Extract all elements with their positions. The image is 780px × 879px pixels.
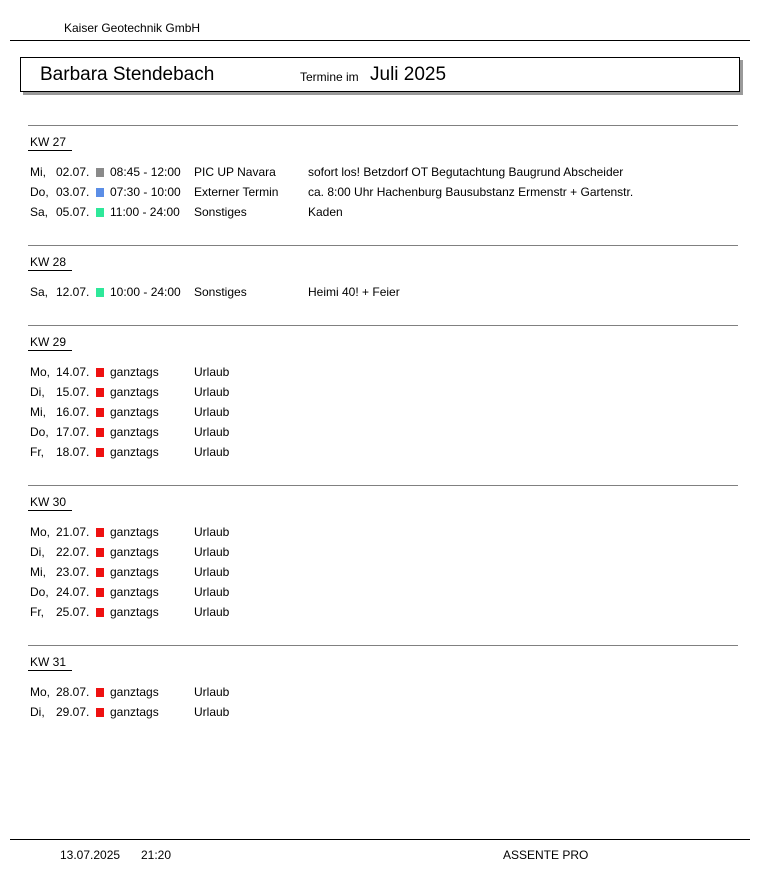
- category-color-marker: [96, 428, 104, 437]
- footer-app: ASSENTE PRO: [503, 848, 589, 862]
- appointment-row[interactable]: [30, 385, 730, 405]
- date: 22.07.: [56, 545, 90, 559]
- category: Externer Termin: [194, 185, 279, 199]
- category-color-marker: [96, 408, 104, 417]
- week-label: KW 31: [30, 655, 67, 669]
- category-color-marker: [96, 528, 104, 537]
- category: Urlaub: [194, 565, 230, 579]
- time-range: 11:00 - 24:00: [110, 205, 180, 219]
- date: 23.07.: [56, 565, 90, 579]
- category: Urlaub: [194, 385, 230, 399]
- week-label-underline: [28, 150, 72, 151]
- week-section: [28, 485, 738, 625]
- category-color-marker: [96, 368, 104, 377]
- week-label: KW 29: [30, 335, 67, 349]
- category-color-marker: [96, 688, 104, 697]
- week-label: KW 30: [30, 495, 67, 509]
- appointment-row[interactable]: [30, 565, 730, 585]
- time-range: 10:00 - 24:00: [110, 285, 181, 299]
- company-name: Kaiser Geotechnik GmbH: [64, 21, 201, 35]
- title-box: [20, 57, 740, 92]
- week-divider: [28, 245, 738, 246]
- weekday: Di,: [30, 705, 45, 719]
- weekday: Mi,: [30, 565, 46, 579]
- weekday: Di,: [30, 545, 45, 559]
- appointment-row[interactable]: [30, 165, 730, 185]
- category-color-marker: [96, 548, 104, 557]
- weekday: Fr,: [30, 605, 44, 619]
- appointment-row[interactable]: [30, 585, 730, 605]
- footer-rule: [10, 839, 750, 840]
- week-section: [28, 325, 738, 465]
- weekday: Sa,: [30, 285, 49, 299]
- category: Urlaub: [194, 525, 230, 539]
- week-divider: [28, 645, 738, 646]
- week-label-underline: [28, 350, 72, 351]
- date: 17.07.: [56, 425, 90, 439]
- person-name: Barbara Stendebach: [40, 64, 215, 85]
- category-color-marker: [96, 288, 104, 297]
- category: Sonstiges: [194, 285, 247, 299]
- week-label-underline: [28, 670, 72, 671]
- month-label: Juli 2025: [370, 64, 447, 85]
- time-range: 07:30 - 10:00: [110, 185, 181, 199]
- time-range: ganztags: [110, 705, 159, 719]
- footer-time: 21:20: [141, 848, 172, 862]
- weekday: Mo,: [30, 685, 51, 699]
- description: ca. 8:00 Uhr Hachenburg Bausubstanz Ermenstr + Gartenstr.: [308, 185, 634, 199]
- category-color-marker: [96, 568, 104, 577]
- week-section: [28, 245, 738, 305]
- category: PIC UP Navara: [194, 165, 276, 179]
- appointment-row[interactable]: [30, 445, 730, 465]
- category-color-marker: [96, 208, 104, 217]
- appointment-row[interactable]: [30, 605, 730, 625]
- date: 03.07.: [56, 185, 90, 199]
- weekday: Mi,: [30, 165, 46, 179]
- time-range: ganztags: [110, 685, 159, 699]
- time-range: ganztags: [110, 405, 159, 419]
- category: Urlaub: [194, 685, 230, 699]
- week-section: [28, 645, 738, 725]
- week-divider: [28, 325, 738, 326]
- time-range: ganztags: [110, 525, 159, 539]
- weekday: Mo,: [30, 365, 51, 379]
- category: Urlaub: [194, 705, 230, 719]
- week-label: KW 27: [30, 135, 67, 149]
- weekday: Sa,: [30, 205, 49, 219]
- category: Urlaub: [194, 445, 230, 459]
- category: Urlaub: [194, 605, 230, 619]
- weekday: Mi,: [30, 405, 46, 419]
- date: 05.07.: [56, 205, 90, 219]
- date: 28.07.: [56, 685, 90, 699]
- category-color-marker: [96, 188, 104, 197]
- date: 12.07.: [56, 285, 90, 299]
- category: Urlaub: [194, 585, 230, 599]
- footer-date: 13.07.2025: [60, 848, 121, 862]
- weekday: Do,: [30, 585, 49, 599]
- appointment-row[interactable]: [30, 705, 730, 725]
- week-divider: [28, 485, 738, 486]
- appointment-row[interactable]: [30, 545, 730, 565]
- week-divider: [28, 125, 738, 126]
- appointment-row[interactable]: [30, 425, 730, 445]
- weekday: Fr,: [30, 445, 44, 459]
- category: Urlaub: [194, 545, 230, 559]
- category-color-marker: [96, 708, 104, 717]
- appointment-row[interactable]: [30, 205, 730, 225]
- date: 29.07.: [56, 705, 90, 719]
- time-range: ganztags: [110, 365, 159, 379]
- time-range: ganztags: [110, 445, 159, 459]
- date: 24.07.: [56, 585, 90, 599]
- time-range: ganztags: [110, 385, 159, 399]
- week-label-underline: [28, 270, 72, 271]
- category-color-marker: [96, 168, 104, 177]
- date: 21.07.: [56, 525, 90, 539]
- appointment-row[interactable]: [30, 525, 730, 545]
- weekday: Mo,: [30, 525, 51, 539]
- time-range: ganztags: [110, 545, 159, 559]
- appointment-row[interactable]: [30, 285, 730, 305]
- category-color-marker: [96, 588, 104, 597]
- week-section: [28, 125, 738, 225]
- week-label-underline: [28, 510, 72, 511]
- weekday: Do,: [30, 425, 49, 439]
- time-range: ganztags: [110, 585, 159, 599]
- description: Heimi 40! + Feier: [308, 285, 400, 299]
- category-color-marker: [96, 448, 104, 457]
- date: 25.07.: [56, 605, 90, 619]
- appointment-row[interactable]: [30, 685, 730, 705]
- description: Kaden: [308, 205, 343, 219]
- termine-label: Termine im: [300, 70, 359, 84]
- time-range: ganztags: [110, 565, 159, 579]
- category-color-marker: [96, 388, 104, 397]
- appointment-row[interactable]: [30, 405, 730, 425]
- time-range: ganztags: [110, 425, 159, 439]
- date: 16.07.: [56, 405, 90, 419]
- category: Sonstiges: [194, 205, 247, 219]
- description: sofort los! Betzdorf OT Begutachtung Baugrund Abscheider: [308, 165, 624, 179]
- time-range: 08:45 - 12:00: [110, 165, 181, 179]
- category: Urlaub: [194, 425, 230, 439]
- header-rule: [10, 40, 750, 41]
- weekday: Do,: [30, 185, 49, 199]
- weekday: Di,: [30, 385, 45, 399]
- category-color-marker: [96, 608, 104, 617]
- category: Urlaub: [194, 365, 230, 379]
- time-range: ganztags: [110, 605, 159, 619]
- week-label: KW 28: [30, 255, 67, 269]
- date: 02.07.: [56, 165, 90, 179]
- date: 14.07.: [56, 365, 90, 379]
- category: Urlaub: [194, 405, 230, 419]
- appointment-row[interactable]: [30, 365, 730, 385]
- date: 15.07.: [56, 385, 90, 399]
- appointment-row[interactable]: [30, 185, 730, 205]
- date: 18.07.: [56, 445, 90, 459]
